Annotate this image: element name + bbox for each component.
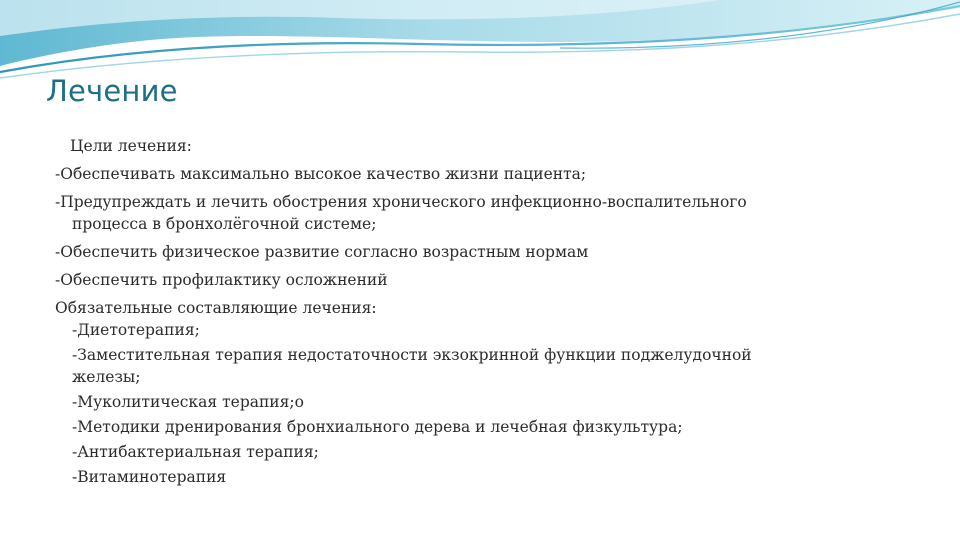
slide-title: Лечение bbox=[46, 74, 178, 108]
component-item: -Заместительная терапия недостаточности экзокринной функции поджелудочной bbox=[72, 346, 752, 364]
component-item: -Диетотерапия; bbox=[72, 321, 200, 339]
goal-item: -Предупреждать и лечить обострения хронического инфекционно-воспалительного bbox=[55, 193, 747, 211]
components-list bbox=[55, 319, 875, 488]
component-item: -Методики дренирования бронхиального дерева и лечебная физкультура; bbox=[72, 418, 683, 436]
component-item-continuation: железы; bbox=[72, 368, 141, 386]
component-item: -Антибактериальная терапия; bbox=[72, 443, 319, 461]
goal-item-continuation: процесса в бронхолёгочной системе; bbox=[72, 215, 377, 233]
component-item: -Витаминотерапия bbox=[72, 468, 227, 486]
goal-item: -Обеспечить физическое развитие согласно возрастным нормам bbox=[55, 243, 589, 261]
goal-item: -Обеспечить профилактику осложнений bbox=[55, 271, 388, 289]
goal-item: -Обеспечивать максимально высокое качество жизни пациента; bbox=[55, 165, 587, 183]
component-item: -Муколитическая терапия;о bbox=[72, 393, 304, 411]
slide-body bbox=[55, 135, 875, 488]
components-heading: Обязательные составляющие лечения: bbox=[55, 299, 377, 317]
goals-heading: Цели лечения: bbox=[70, 137, 192, 155]
